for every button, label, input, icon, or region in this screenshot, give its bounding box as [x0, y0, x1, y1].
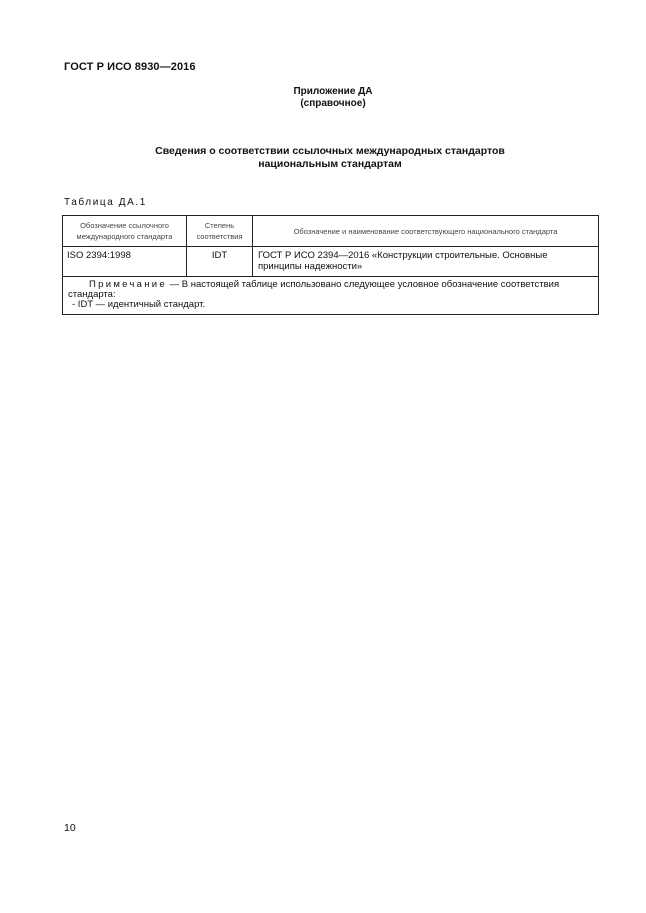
note-label: Примечание	[89, 279, 167, 290]
table-note	[63, 277, 599, 315]
table-row	[63, 247, 599, 277]
header-degree-line1: Степень	[204, 221, 235, 230]
cell-intl-standard: ISO 2394:1998	[63, 247, 187, 277]
section-title	[0, 145, 646, 171]
table-caption: Таблица ДА.1	[64, 197, 147, 208]
table-note-row	[63, 277, 599, 315]
appendix-heading	[0, 86, 646, 110]
cell-national-standard-line1: ГОСТ Р ИСО 2394—2016 «Конструкции строительные. Основные	[258, 250, 548, 261]
cell-degree: IDT	[187, 247, 253, 277]
cell-national-standard-line2: принципы надежности»	[258, 261, 363, 272]
section-title-line2: национальным стандартам	[258, 158, 402, 170]
table-header-row	[63, 216, 599, 247]
appendix-subtitle: (справочное)	[300, 98, 366, 109]
header-national-standard: Обозначение и наименование соответствующего национального стандарта	[253, 216, 599, 247]
header-degree-line2: соответствия	[196, 232, 243, 241]
header-degree	[187, 216, 253, 247]
header-intl-standard-line1: Обозначение ссылочного	[80, 221, 169, 230]
note-line1	[68, 280, 593, 290]
note-text-line2: стандарта:	[68, 289, 116, 300]
section-title-line1: Сведения о соответствии ссылочных международных стандартов	[155, 145, 505, 157]
note-text-line1: — В настоящей таблице использовано следующее условное обозначение соответствия	[167, 279, 560, 290]
note-item: - IDT — идентичный стандарт.	[72, 299, 206, 310]
document-code: ГОСТ Р ИСО 8930—2016	[64, 61, 196, 73]
cell-national-standard	[253, 247, 599, 277]
page-number: 10	[64, 822, 76, 834]
header-intl-standard-line2: международного стандарта	[76, 232, 173, 241]
header-intl-standard	[63, 216, 187, 247]
correspondence-table	[62, 215, 599, 315]
appendix-title: Приложение ДА	[293, 86, 373, 97]
